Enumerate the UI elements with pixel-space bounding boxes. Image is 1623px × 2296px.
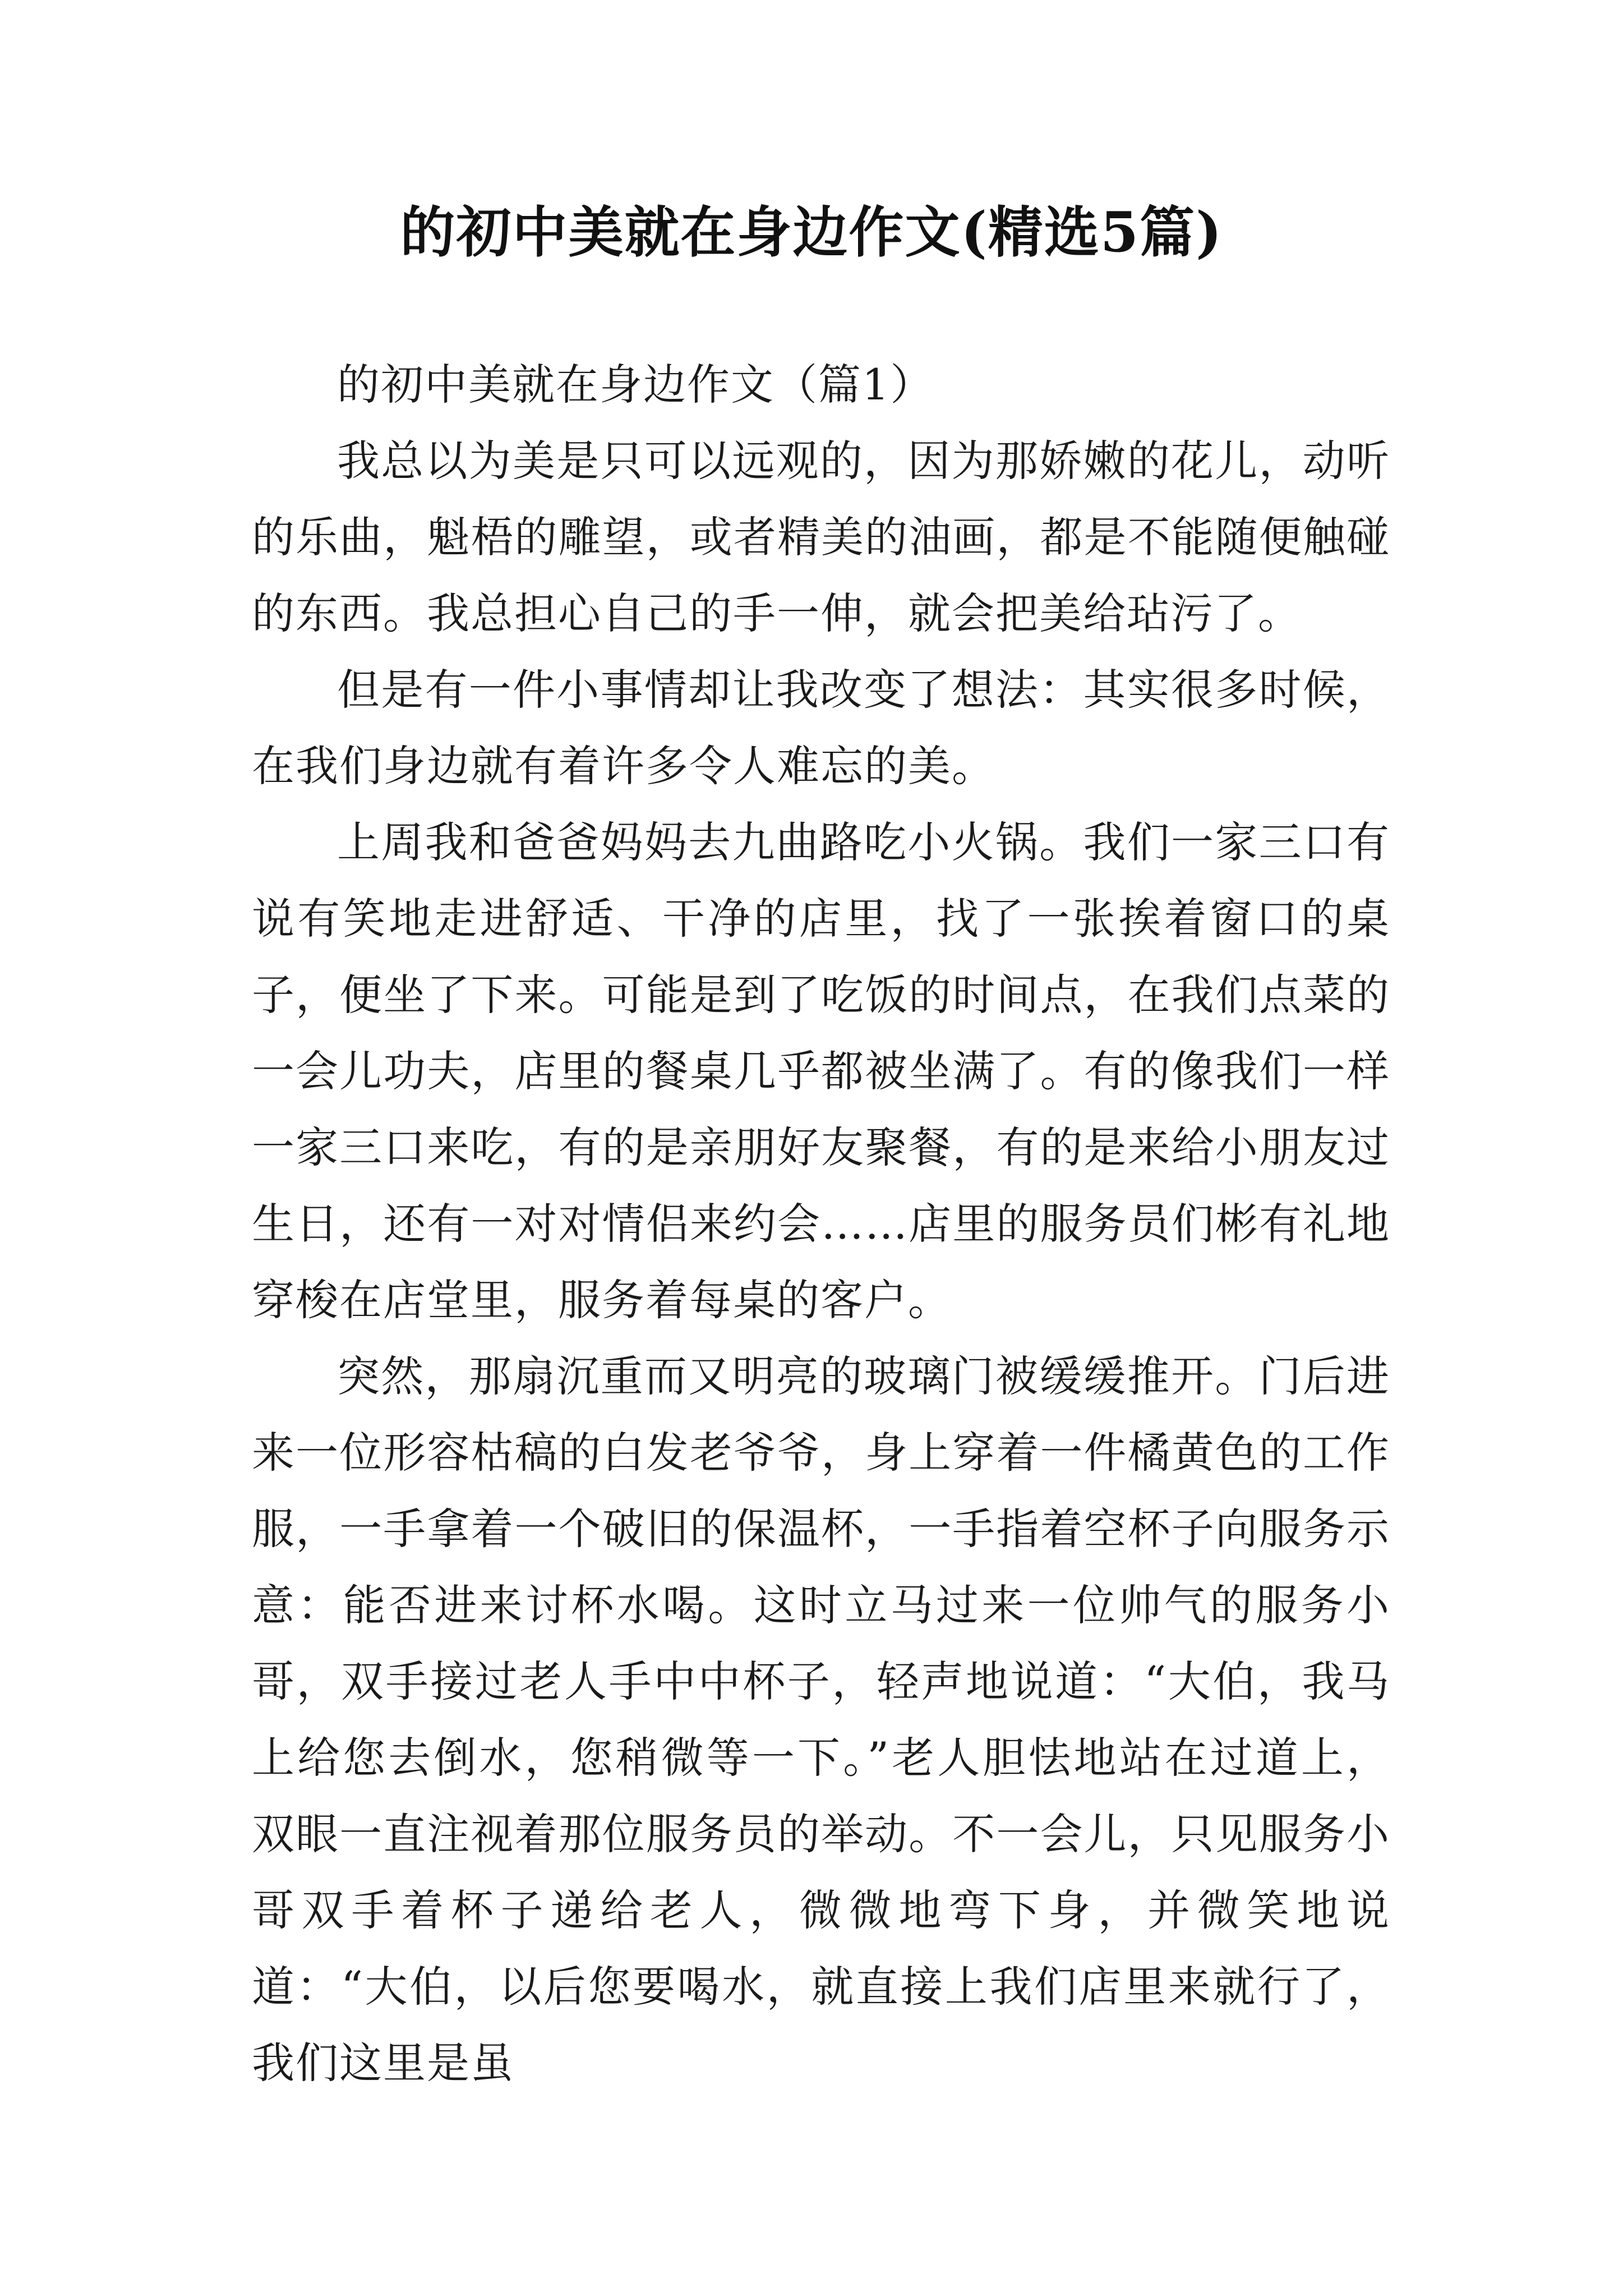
section-heading: 的初中美就在身边作文（篇1） bbox=[337, 360, 934, 409]
document-title: 的初中美就在身边作文(精选5篇) bbox=[400, 200, 1223, 265]
paragraph: 突然，那扇沉重而又明亮的玻璃门被缓缓推开。门后进来一位形容枯稿的白发老爷爷，身上穿着一件橘黄色的工作服，一手拿着一个破旧的保温杯，一手指着空杯子向服务示意：能否进来讨杯水喝。这时立马过来一位帅气的服务小哥，双手接过老人手中中杯子，轻声地说道：“大伯，我马上给您去倒水，您稍微等一下。”老人胆怯地站在过道上，双眼一直注视着那位服务员的举动。不一会儿，只见服务小哥双手着杯子递给老人，微微地弯下身，并微笑地说道：“大伯，以后您要喝水，就直接上我们店里来就行了，我们这里是虽 bbox=[252, 1351, 1390, 2088]
paragraph: 我总以为美是只可以远观的，因为那娇嫩的花儿，动听的乐曲，魁梧的雕望，或者精美的油画，都是不能随便触碰的东西。我总担心自己的手一伸，就会把美给玷污了。 bbox=[252, 436, 1390, 638]
document-body bbox=[252, 347, 1390, 2101]
paragraph: 上周我和爸爸妈妈去九曲路吃小火锅。我们一家三口有说有笑地走进舒适、干净的店里，找了一张挨着窗口的桌子，便坐了下来。可能是到了吃饭的时间点，在我们点菜的一会儿功夫，店里的餐桌几乎都被坐满了。有的像我们一样一家三口来吃，有的是亲朋好友聚餐，有的是来给小朋友过生日，还有一对对情侣来约会……店里的服务员们彬有礼地穿梭在店堂里，服务着每桌的客户。 bbox=[252, 817, 1390, 1325]
paragraph: 但是有一件小事情却让我改变了想法：其实很多时候，在我们身边就有着许多令人难忘的美。 bbox=[252, 665, 1390, 791]
